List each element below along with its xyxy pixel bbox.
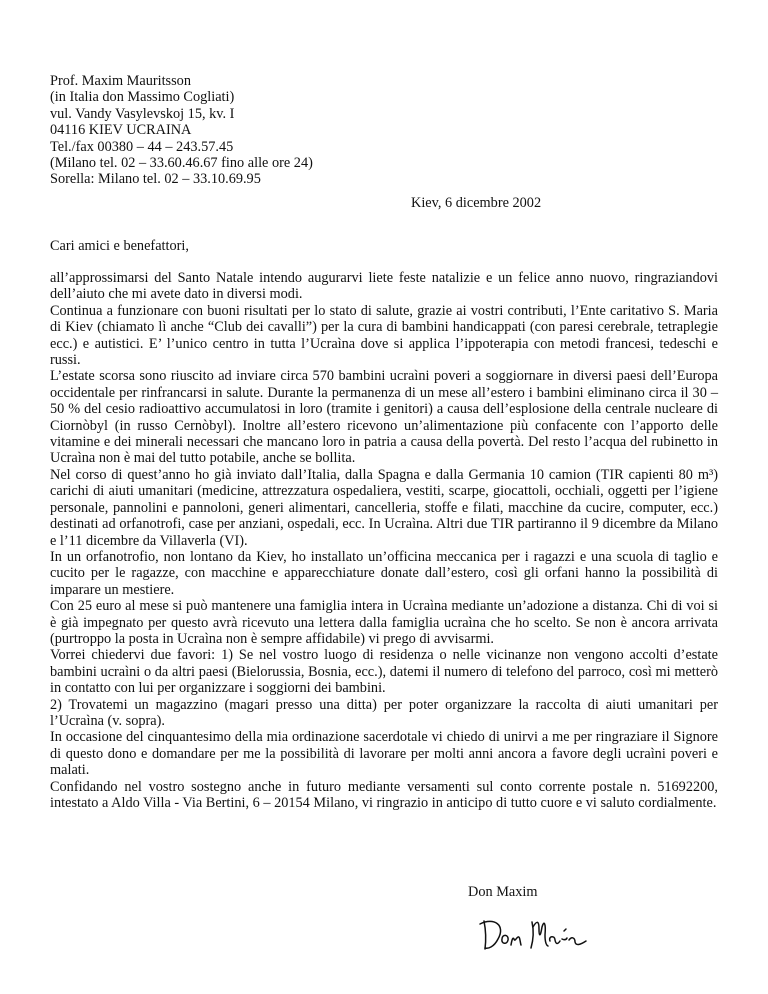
paragraph-ordination: In occasione del cinquantesimo della mia ordinazione sacerdotale vi chiedo di unirvi a me per ringraziare il Signore di questo dono e domandare per me la possibilità di lavorare per molti anni ancora a favore degli ucraìni poveri e malati. — [50, 729, 718, 779]
paragraph-adoption: Con 25 euro al mese si può mantenere una famiglia intera in Ucraìna mediante un’adozione a distanza. Chi di voi si è già impegnato per questo avrà ricevuto una lettera dalla famiglia ucraìna che ho scelto. Se non è ancora arrivata (purtroppo la posta in Ucraìna non è sempre affidabile) vi prego di avvisarmi. — [50, 598, 718, 647]
paragraph-aid-trucks: Nel corso di quest’anno ho già inviato dall’Italia, dalla Spagna e dalla Germania 10 camion (TIR capienti 80 m³) carichi di aiuti umanitari (medicine, attrezzatura ospedaliera, vestiti, scarpe, giocattoli, occhiali, oggetti per l’igiene personale, pannolini e pannoloni, generi alimentari, cancelleria, stoffe e filati, macchine da cucire, computer, ecc.) destinati ad orfanotrofi, case per anziani, ospedali, ecc. In Ucraìna. Altri due TIR partiranno il 9 dicembre da Milano e l’11 dicembre da Villaverla (VI). — [50, 466, 718, 549]
paragraph-christmas-wishes: all’approssimarsi del Santo Natale intendo augurarvi liete feste natalizie e un felice anno nuovo, ringraziandovi dell’aiuto che mi avete dato in diversi modi. — [50, 270, 718, 303]
sender-name: Prof. Maxim Mauritsson — [50, 73, 191, 89]
handwritten-signature — [478, 915, 588, 955]
sender-italian-name: (in Italia don Massimo Cogliati) — [50, 89, 235, 106]
sender-street: vul. Vandy Vasylevskoj 15, kv. I — [50, 105, 235, 122]
letter-date: Kiev, 6 dicembre 2002 — [411, 195, 542, 211]
sender-milan-phone: (Milano tel. 02 – 33.60.46.67 fino alle ore 24) — [50, 155, 313, 172]
sender-phone: Tel./fax 00380 – 44 – 243.57.45 — [50, 138, 234, 155]
paragraph-orphanage-workshop: In un orfanotrofio, non lontano da Kiev, ho installato un’officina meccanica per i ragazzi e una scuola di taglio e cucito per le ragazze, con macchine e apparecchiature donate dall’estero, così gli orfani hanno la possibilità di imparare un mestiere. — [50, 548, 718, 598]
paragraph-summer-children: L’estate scorsa sono riuscito ad inviare circa 570 bambini ucraìni poveri a soggiornare in diversi paesi dell’Europa occidentale per rinfrancarsi in salute. Durante la permanenza di un mese all’estero i bambini eliminano circa il 30 – 50 % del cesio radioattivo accumulatosi in loro (tramite i genitori) a causa dell’esplosione della centrale nucleare di Ciornòbyl (in russo Cernòbyl). Inoltre all’estero ricevono un’alimentazione più confacente con l’apporto delle vitamine e dei minerali necessari che mancano loro in patria a causa della povertà. Del resto l’acqua del rubinetto in Ucraìna non è mai del tutto potabile, anche se bollita. — [50, 368, 718, 467]
letter-body — [50, 270, 718, 811]
paragraph-charity-center: Continua a funzionare con buoni risultati per lo stato di salute, grazie ai vostri contributi, l’Ente caritativo S. Maria di Kiev (chiamato lì anche “Club dei cavalli”) per la cura di bambini handicappati (con paresi cerebrale, tetraplegie ecc.) e autistici. E’ l’unico centro in tutta l’Ucraìna dove si applica l’ippoterapia con metodi francesi, tedeschi e russi. — [50, 302, 718, 369]
letter-closing: Don Maxim — [468, 884, 538, 900]
paragraph-favor-one: Vorrei chiedervi due favori: 1) Se nel vostro luogo di residenza o nelle vicinanze non vengono accolti d’estate bambini ucraìni o da altri paesi (Bielorussia, Bosnia, ecc.), datemi il numero di telefono del parroco, così mi metterò in contatto con lui per organizzare i soggiorni dei bambini. — [50, 647, 718, 697]
paragraph-favor-two: 2) Trovatemi un magazzino (magari presso una ditta) per poter organizzare la raccolta di aiuti umanitari per l’Ucraìna (v. sopra). — [50, 696, 718, 729]
sender-city: 04116 KIEV UCRAINA — [50, 122, 192, 139]
letter-greeting: Cari amici e benefattori, — [50, 238, 189, 254]
sender-address-block — [50, 73, 313, 188]
sister-phone: Sorella: Milano tel. 02 – 33.10.69.95 — [50, 171, 261, 188]
paragraph-donations: Confidando nel vostro sostegno anche in futuro mediante versamenti sul conto corrente postale n. 51692200, intestato a Aldo Villa - Via Bertini, 6 – 20154 Milano, vi ringrazio in anticipo di tutto cuore e vi saluto cordialmente. — [50, 778, 718, 811]
